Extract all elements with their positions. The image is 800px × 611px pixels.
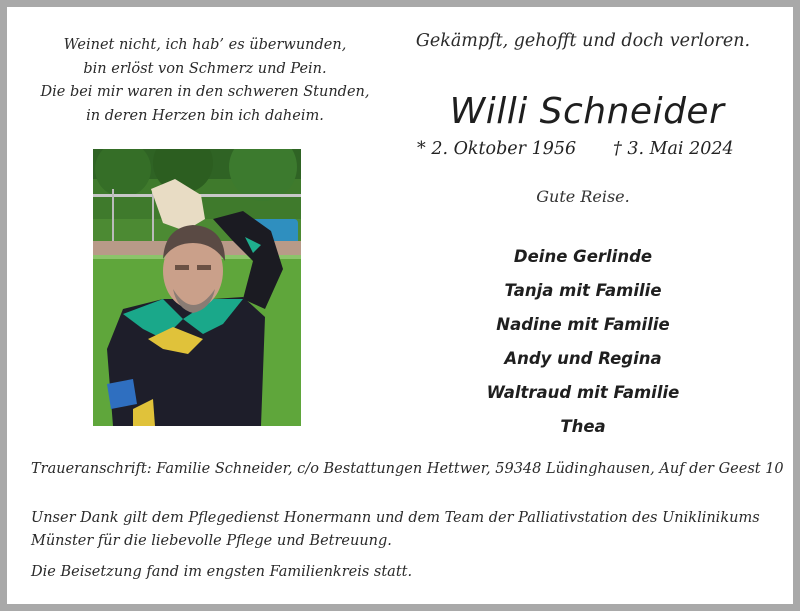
portrait-photo [93,149,301,426]
thanks-line: Münster für die liebevolle Pflege und Betreuung. [31,533,392,549]
obituary-card [7,7,793,604]
mourner: Waltraud mit Familie [486,383,680,402]
farewell-text: Gute Reise. [536,187,630,206]
poem-line: bin erlöst von Schmerz und Pein. [83,60,327,77]
life-dates [417,139,757,159]
motto: Gekämpft, gehofft und doch verloren. [415,31,751,51]
mourner: Deine Gerlinde [513,247,653,266]
thanks-line: Unser Dank gilt dem Pflegedienst Honermann und dem Team der Palliativstation des Uniklinikums [31,510,760,526]
poem-line: in deren Herzen bin ich daheim. [86,107,324,124]
deceased-name: Willi Schneider [449,91,725,132]
portrait-illustration [93,149,301,426]
poem [25,34,385,128]
poem-line: Die bei mir waren in den schweren Stunden, [40,84,370,100]
mourner: Tanja mit Familie [504,281,662,300]
poem-line: Weinet nicht, ich hab’ es überwunden, [63,37,347,53]
mourners-list [393,240,773,444]
mourner: Nadine mit Familie [496,315,670,334]
birth-date: * 2. Oktober 1956 [417,139,577,159]
mourning-address: Traueranschrift: Familie Schneider, c/o Bestattungen Hettwer, 59348 Lüdinghausen, Auf der Geest 10 [31,461,784,477]
mourner: Andy und Regina [504,349,662,368]
mourner: Thea [560,417,606,436]
death-date: † 3. Mai 2024 [613,139,734,159]
burial-note: Die Beisetzung fand im engsten Familienkreis statt. [31,564,413,580]
thanks-note [31,507,781,553]
